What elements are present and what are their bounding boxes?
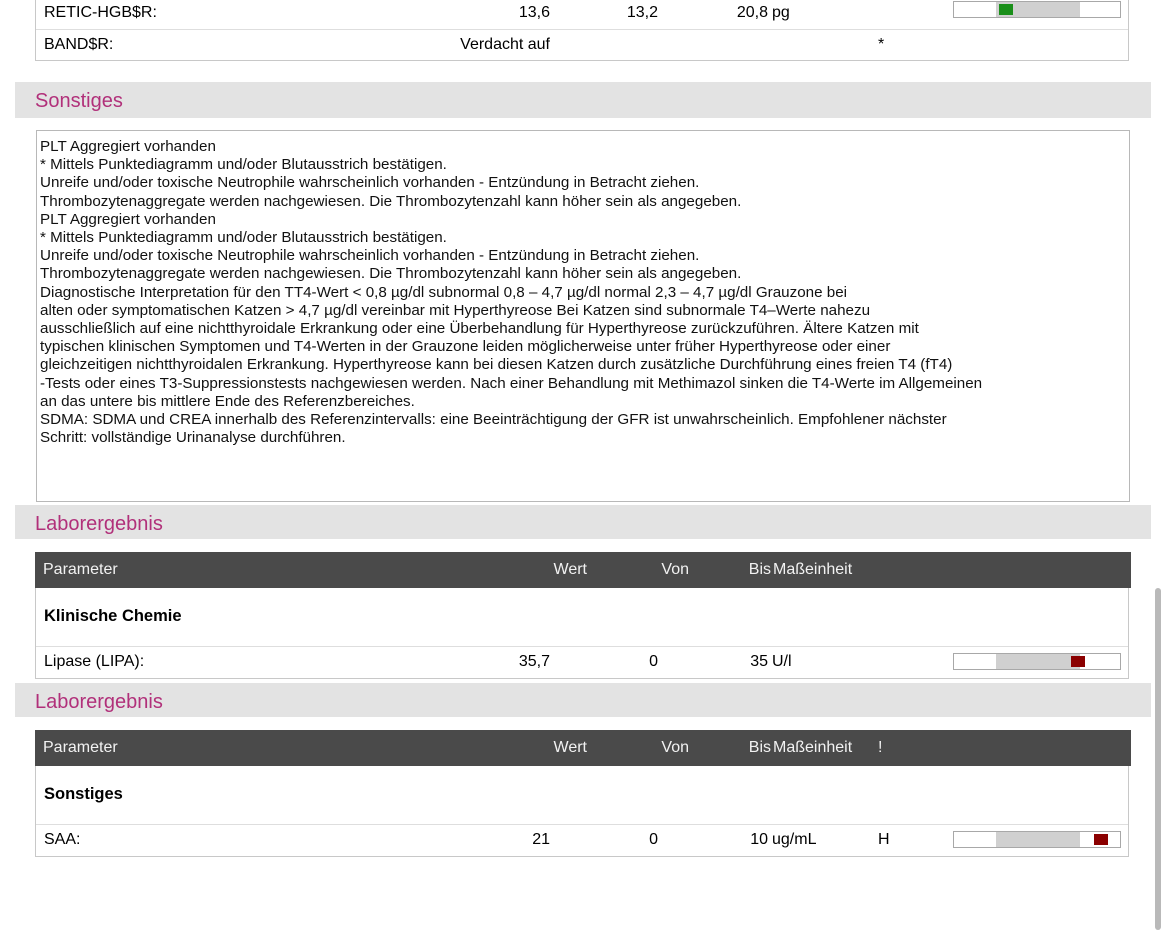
param-name: SAA:: [44, 831, 81, 848]
param-from: 0: [649, 653, 658, 670]
note-line: PLT Aggregiert vorhanden: [40, 210, 216, 228]
table-row: [36, 646, 1128, 679]
col-von: Von: [661, 561, 689, 578]
param-value: 21: [532, 831, 550, 848]
table-row: [36, 29, 1128, 62]
section-header-laborergebnis: [15, 683, 1151, 717]
note-line: Schritt: vollständige Urinanalyse durchführen.: [40, 429, 346, 447]
gauge-marker: [1071, 656, 1085, 667]
note-line: * Mittels Punktediagramm und/oder Blutausstrich bestätigen.: [40, 156, 447, 174]
section-title: Laborergebnis: [35, 691, 163, 713]
note-line: SDMA: SDMA und CREA innerhalb des Referenzintervalls: eine Beeinträchtigung der GFR ist unwahrscheinlich. Empfohlener nächster: [40, 411, 947, 429]
note-line: an das untere bis mittlere Ende des Referenzbereiches.: [40, 392, 415, 410]
range-gauge: [953, 831, 1121, 848]
col-masseinheit: Maßeinheit: [773, 739, 853, 756]
table-row: [36, 824, 1128, 857]
param-value: 35,7: [518, 653, 550, 670]
note-line: Thrombozytenaggregate werden nachgewiesen. Die Thrombozytenzahl kann höher sein als angegeben.: [40, 265, 742, 283]
note-line: PLT Aggregiert vorhanden: [40, 138, 216, 155]
group-title: Sonstiges: [44, 785, 123, 803]
group-row: [36, 588, 1128, 646]
param-from: 13,2: [626, 4, 658, 21]
param-to: 20,8: [736, 4, 768, 21]
group-row: [36, 766, 1128, 824]
note-line: * Mittels Punktediagramm und/oder Blutausstrich bestätigen.: [40, 229, 447, 247]
param-value: 13,6: [518, 4, 550, 21]
col-flag: !: [878, 739, 883, 756]
param-flag: *: [878, 36, 885, 53]
section-title: Laborergebnis: [35, 513, 163, 535]
param-name: RETIC-HGB$R:: [44, 4, 157, 21]
param-to: 35: [750, 653, 768, 670]
param-name: BAND$R:: [44, 36, 114, 53]
results-table: [35, 766, 1129, 857]
table-row: [36, 0, 1128, 29]
col-wert: Wert: [553, 561, 587, 578]
param-unit: pg: [772, 4, 790, 21]
range-gauge: [953, 1, 1121, 18]
note-line: Unreife und/oder toxische Neutrophile wahrscheinlich vorhanden - Entzündung in Betracht ziehen.: [40, 247, 700, 265]
note-line: gleichzeitigen nichtthyroidalen Erkrankung. Hyperthyreose kann bei diesen Katzen durch zusätzliche Durchführung eines freien T4 (fT4): [40, 356, 953, 374]
table-header: [35, 552, 1131, 588]
col-masseinheit: Maßeinheit: [773, 561, 853, 578]
results-box-top: [35, 0, 1129, 61]
notes-textbox: [36, 130, 1130, 502]
param-flag: H: [878, 831, 890, 848]
section-title: Sonstiges: [35, 90, 123, 112]
col-von: Von: [661, 739, 689, 756]
section-header-laborergebnis: [15, 505, 1151, 539]
param-unit: ug/mL: [772, 831, 817, 848]
col-bis: Bis: [748, 739, 771, 756]
vertical-scrollbar[interactable]: [1155, 588, 1161, 930]
note-line: Unreife und/oder toxische Neutrophile wahrscheinlich vorhanden - Entzündung in Betracht ziehen.: [40, 174, 700, 192]
col-parameter: Parameter: [43, 739, 118, 756]
note-line: alten oder symptomatischen Katzen > 4,7 µg/dl vereinbar mit Hyperthyreose Bei Katzen sind subnormale T4–Werte nahezu: [40, 301, 871, 319]
param-name: Lipase (LIPA):: [44, 653, 145, 670]
gauge-marker: [1094, 834, 1108, 845]
note-line: typischen klinischen Symptomen und T4-Werten in der Grauzone leiden möglicherweise unter früher Hyperthyreose oder einer: [40, 338, 891, 356]
group-title: Klinische Chemie: [44, 607, 182, 625]
col-wert: Wert: [553, 739, 587, 756]
param-to: 10: [750, 831, 768, 848]
col-parameter: Parameter: [43, 561, 118, 578]
col-bis: Bis: [748, 561, 771, 578]
results-table: [35, 588, 1129, 679]
param-unit: U/l: [772, 653, 792, 670]
range-gauge: [953, 653, 1121, 670]
gauge-marker: [999, 4, 1013, 15]
param-value: Verdacht auf: [460, 36, 550, 53]
param-from: 0: [649, 831, 658, 848]
table-header: [35, 730, 1131, 766]
note-line: Thrombozytenaggregate werden nachgewiesen. Die Thrombozytenzahl kann höher sein als angegeben.: [40, 192, 742, 210]
note-line: Diagnostische Interpretation für den TT4-Wert < 0,8 µg/dl subnormal 0,8 – 4,7 µg/dl normal 2,3 – 4,7 µg/dl Grauzone bei: [40, 283, 848, 301]
note-line: -Tests oder eines T3-Suppressionstests nachgewiesen werden. Nach einer Behandlung mit Methimazol sinken die T4-Werte im Allgemeinen: [40, 374, 983, 392]
note-line: ausschließlich auf eine nichtthyroidale Erkrankung oder eine Überbehandlung für Hyperthyreose zurückzuführen. Ältere Katzen mit: [40, 320, 919, 338]
section-header-sonstiges: [15, 82, 1151, 118]
